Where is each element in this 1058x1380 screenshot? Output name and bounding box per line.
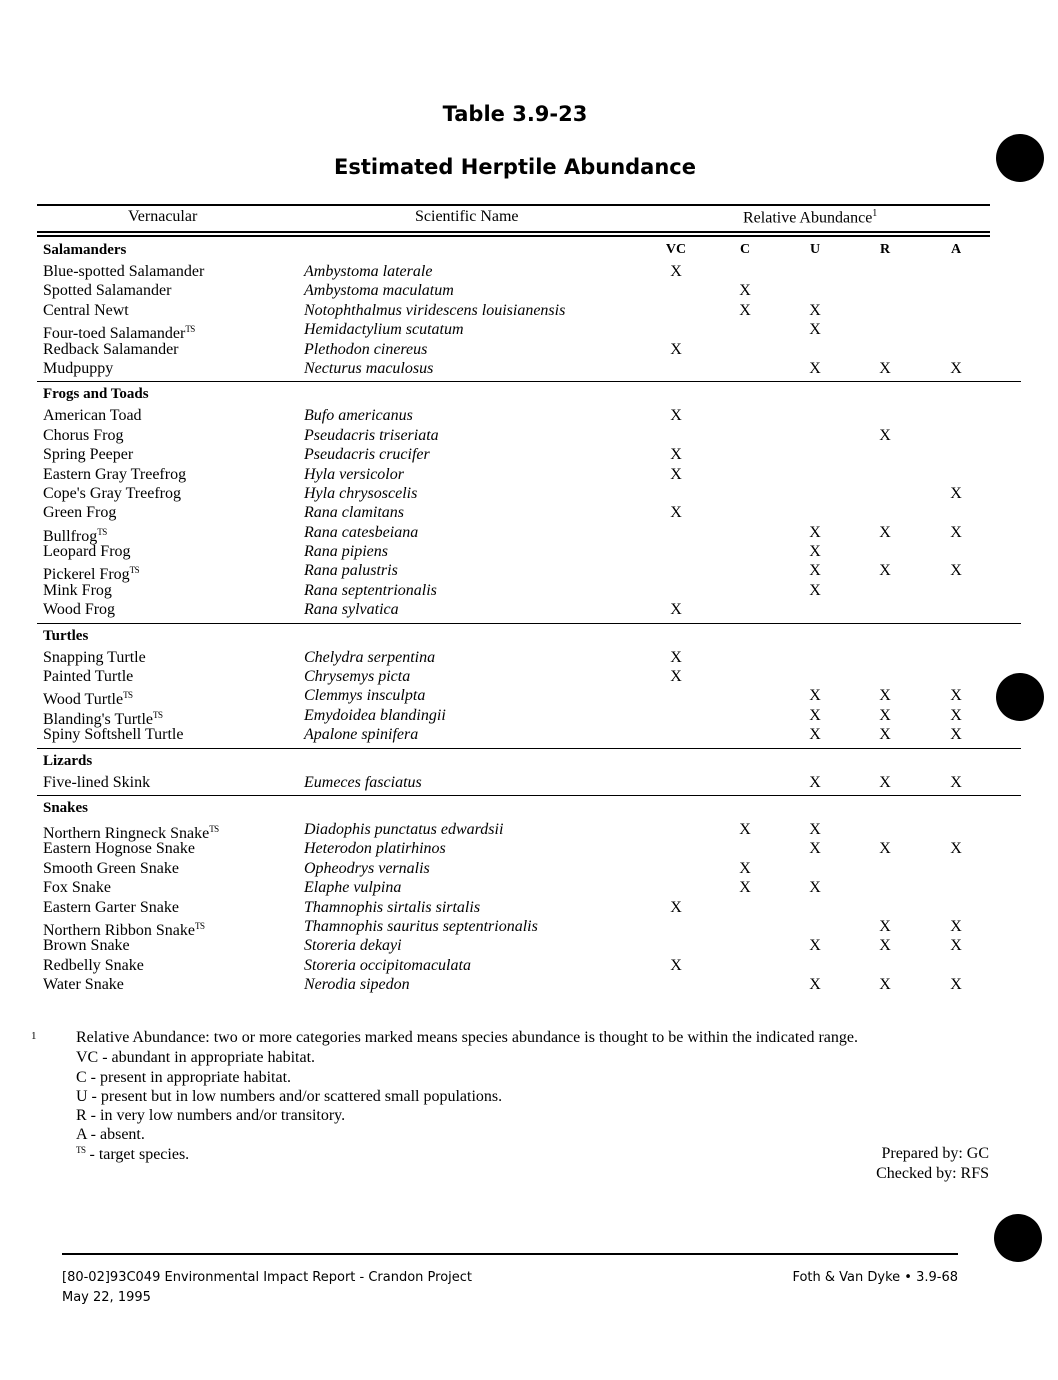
group-header [0, 796, 1058, 820]
vernacular-name [43, 426, 123, 445]
common-name-text: Northern Ringneck Snake [43, 824, 210, 842]
vernacular-name [43, 445, 133, 464]
common-name-text: Northern Ribbon Snake [43, 921, 195, 939]
abundance-mark: X [809, 321, 821, 339]
abundance-mark: X [879, 840, 891, 858]
table-row [0, 301, 1058, 320]
scientific-name: Ambystoma maculatum [304, 282, 454, 300]
common-name-text: Bullfrog [43, 527, 98, 545]
vernacular-name [43, 581, 112, 600]
footnote-line-1: VC - abundant in appropriate habitat. [76, 1049, 316, 1066]
abundance-mark: X [809, 706, 821, 724]
table-row [0, 426, 1058, 445]
group-header [0, 238, 1058, 262]
common-name-text: Redback Salamander [43, 340, 179, 358]
vernacular-name [43, 340, 179, 359]
scientific-name: Hemidactylium scutatum [304, 321, 464, 339]
common-name-text: Spiny Softshell Turtle [43, 726, 184, 744]
common-name-text: Cope's Gray Treefrog [43, 484, 181, 502]
scientific-name: Pseudacris triseriata [304, 426, 439, 444]
vernacular-name [43, 542, 131, 561]
abundance-mark: X [739, 301, 751, 319]
top-rule [37, 204, 990, 206]
abundance-mark: X [670, 340, 682, 358]
abundance-mark: X [879, 562, 891, 580]
abundance-mark: X [739, 820, 751, 838]
target-species-mark: TS [209, 823, 219, 834]
vernacular-name [43, 503, 116, 522]
abundance-mark: X [809, 581, 821, 599]
group-name: Salamanders [43, 242, 127, 258]
common-name-text: Redbelly Snake [43, 956, 144, 974]
abundance-mark: X [879, 773, 891, 791]
scientific-name: Nerodia sipedon [304, 976, 410, 994]
abundance-mark: X [809, 773, 821, 791]
scientific-name: Emydoidea blandingii [304, 706, 446, 724]
target-species-mark: TS [97, 526, 107, 537]
table-row [0, 839, 1058, 858]
footnote-line-5: A - absent. [76, 1126, 145, 1143]
abundance-mark: X [879, 706, 891, 724]
table-row [0, 359, 1058, 378]
abundance-code-header: U [809, 242, 821, 257]
vernacular-name [43, 975, 124, 994]
abundance-mark: X [950, 484, 962, 502]
footnote-line-2: C - present in appropriate habitat. [76, 1069, 292, 1086]
abundance-mark: X [950, 726, 962, 744]
table-row [0, 320, 1058, 343]
scientific-name: Heterodon platirhinos [304, 840, 446, 858]
group-header [0, 749, 1058, 773]
table-row [0, 917, 1058, 939]
abundance-mark: X [879, 726, 891, 744]
table-row [0, 523, 1058, 545]
common-name-text: Mink Frog [43, 581, 112, 599]
table-row [0, 581, 1058, 600]
table-row [0, 445, 1058, 464]
table-row [0, 648, 1058, 667]
abundance-mark: X [879, 523, 891, 541]
table-row [0, 561, 1058, 584]
header-rule-2 [37, 235, 990, 237]
scientific-name: Necturus maculosus [304, 359, 434, 377]
table-row [0, 773, 1058, 792]
scientific-name: Eumeces fasciatus [304, 773, 422, 791]
group-name: Snakes [43, 799, 89, 816]
abundance-mark: X [670, 668, 682, 686]
abundance-mark: X [739, 282, 751, 300]
table-row [0, 956, 1058, 975]
vernacular-name [43, 301, 129, 320]
abundance-mark: X [950, 976, 962, 994]
vernacular-name [43, 648, 146, 667]
scientific-name: Chelydra serpentina [304, 648, 436, 666]
footer-rule [62, 1253, 958, 1255]
abundance-mark: X [809, 301, 821, 319]
table-row [0, 820, 1058, 842]
vernacular-name [43, 773, 150, 792]
footer-left-line1: [80-02]93C049 Environmental Impact Report - Crandon Project [62, 1270, 473, 1285]
vernacular-name [43, 262, 204, 281]
scientific-name: Storeria dekayi [304, 937, 402, 955]
footnote-line-3: U - present but in low numbers and/or scattered small populations. [76, 1088, 503, 1105]
group-name: Frogs and Toads [43, 386, 149, 403]
abundance-mark: X [950, 562, 962, 580]
abundance-mark: X [809, 543, 821, 561]
common-name-text: Painted Turtle [43, 668, 134, 686]
common-name-text: Smooth Green Snake [43, 859, 179, 877]
abundance-mark: X [809, 937, 821, 955]
abundance-mark: X [670, 407, 682, 425]
abundance-code-header: R [879, 242, 891, 257]
scientific-name: Rana clamitans [304, 504, 404, 522]
group-header [0, 382, 1058, 406]
vernacular-name [43, 406, 142, 425]
vernacular-name [43, 484, 181, 503]
abundance-mark: X [879, 976, 891, 994]
vernacular-name [43, 600, 115, 619]
common-name-text: Mudpuppy [43, 359, 114, 377]
abundance-mark: X [809, 976, 821, 994]
table-row [0, 600, 1058, 619]
scientific-name: Chrysemys picta [304, 668, 411, 686]
abundance-mark: X [670, 446, 682, 464]
common-name-text: Eastern Hognose Snake [43, 840, 195, 858]
abundance-mark: X [950, 706, 962, 724]
abundance-mark: X [950, 773, 962, 791]
scientific-name: Plethodon cinereus [304, 340, 428, 358]
abundance-mark: X [879, 359, 891, 377]
common-name-text: Spring Peeper [43, 446, 134, 464]
abundance-mark: X [670, 648, 682, 666]
abundance-mark: X [809, 840, 821, 858]
common-name-text: Spotted Salamander [43, 282, 172, 300]
abundance-mark: X [879, 917, 891, 935]
common-name-text: Wood Frog [43, 601, 116, 619]
abundance-mark: X [670, 504, 682, 522]
footnote-line-4: R - in very low numbers and/or transitory. [76, 1107, 346, 1124]
common-name-text: Chorus Frog [43, 426, 124, 444]
table-number: Table 3.9-23 [442, 102, 588, 126]
table-row [0, 898, 1058, 917]
target-species-mark: TS [194, 920, 205, 931]
footer-page-id: Foth & Van Dyke • 3.9-68 [792, 1270, 958, 1285]
table-row [0, 340, 1058, 359]
vernacular-name [43, 936, 130, 955]
common-name-text: Fox Snake [43, 879, 111, 897]
table-row [0, 936, 1058, 955]
abundance-mark: X [739, 859, 751, 877]
abundance-mark: X [670, 465, 682, 483]
footer-date: May 22, 1995 [62, 1290, 151, 1305]
common-name-text: Eastern Gray Treefrog [43, 465, 187, 483]
scientific-name: Ambystoma laterale [304, 263, 433, 280]
binder-hole-bottom [994, 1214, 1042, 1262]
scientific-name: Pseudacris crucifer [304, 446, 430, 464]
abundance-mark: X [809, 726, 821, 744]
scientific-name: Storeria occipitomaculata [304, 956, 471, 974]
common-name-text: American Toad [43, 407, 142, 425]
table-row [0, 262, 1058, 281]
vernacular-name [43, 839, 195, 858]
table-row [0, 406, 1058, 425]
footnote-line-ts: $^{TS}$ - target species. [76, 1145, 190, 1163]
abundance-code-header: VC [665, 242, 687, 257]
common-name-text: Five-lined Skink [43, 773, 151, 791]
footnote-line-0: Relative Abundance: two or more categories marked means species abundance is thought to be within the indicated range. [76, 1029, 858, 1046]
header-scientific: Scientific Name [415, 208, 519, 225]
abundance-code-header: C [739, 242, 751, 257]
table-row [0, 503, 1058, 522]
common-name-text: Central Newt [43, 301, 129, 319]
table-row [0, 975, 1058, 994]
group-name: Lizards [43, 752, 93, 769]
footnote-marker: 1 [31, 1030, 37, 1042]
abundance-mark: X [809, 687, 821, 705]
abundance-mark: X [809, 820, 821, 838]
group-name: Turtles [43, 627, 89, 644]
vernacular-name [43, 725, 183, 744]
header-relative-abundance: Relative Abundance$^1$ [743, 208, 878, 227]
scientific-name: Elaphe vulpina [304, 879, 402, 897]
abundance-mark: X [670, 601, 682, 619]
abundance-code-header: A [950, 242, 962, 257]
abundance-mark: X [879, 687, 891, 705]
table-row [0, 465, 1058, 484]
table-row [0, 542, 1058, 561]
target-species-mark: TS [129, 565, 140, 576]
abundance-mark: X [879, 426, 891, 444]
abundance-mark: X [670, 263, 682, 280]
table-title: Estimated Herptile Abundance [334, 155, 696, 179]
common-name-text: Brown Snake [43, 937, 130, 955]
common-name-text: Pickerel Frog [43, 566, 130, 584]
abundance-mark: X [950, 359, 962, 377]
scientific-name: Clemmys insculpta [304, 687, 426, 705]
table-row [0, 878, 1058, 897]
table-row [0, 667, 1058, 686]
common-name-text: Green Frog [43, 504, 117, 522]
scientific-name: Bufo americanus [304, 407, 413, 425]
abundance-mark: X [950, 840, 962, 858]
scientific-name: Notophthalmus viridescens louisianensis [304, 301, 566, 319]
scientific-name: Apalone spinifera [304, 726, 419, 744]
common-name-text: Blue-spotted Salamander [43, 263, 205, 280]
table-row [0, 281, 1058, 300]
abundance-mark: X [950, 523, 962, 541]
scientific-name: Rana pipiens [304, 543, 388, 561]
vernacular-name [43, 281, 171, 300]
common-name-text: Snapping Turtle [43, 648, 146, 666]
abundance-mark: X [950, 917, 962, 935]
scientific-name: Rana septentrionalis [304, 581, 437, 599]
scientific-name: Thamnophis sirtalis sirtalis [304, 898, 481, 916]
abundance-mark: X [879, 937, 891, 955]
header-rule-1 [37, 231, 990, 233]
prepared-by: Prepared by: GC [881, 1145, 989, 1162]
abundance-mark: X [809, 359, 821, 377]
common-name-text: Leopard Frog [43, 543, 131, 561]
common-name-text: Eastern Garter Snake [43, 898, 179, 916]
common-name-text: Four-toed Salamander [43, 325, 186, 343]
scientific-name: Opheodrys vernalis [304, 859, 430, 877]
abundance-mark: X [809, 523, 821, 541]
scientific-name: Thamnophis sauritus septentrionalis [304, 917, 538, 935]
abundance-mark: X [950, 937, 962, 955]
target-species-mark: TS [185, 324, 195, 335]
table-row [0, 686, 1058, 709]
checked-by: Checked by: RFS [876, 1165, 989, 1182]
vernacular-name [43, 898, 179, 917]
scientific-name: Diadophis punctatus edwardsii [304, 820, 504, 838]
table-row [0, 725, 1058, 744]
abundance-mark: X [809, 562, 821, 580]
target-species-mark: TS [153, 709, 163, 720]
vernacular-name [43, 667, 133, 686]
table-row [0, 484, 1058, 503]
vernacular-name [43, 859, 179, 878]
group-header [0, 624, 1058, 648]
abundance-mark: X [739, 879, 751, 897]
vernacular-name [43, 359, 113, 378]
common-name-text: Blanding's Turtle [43, 710, 154, 728]
vernacular-name [43, 465, 186, 484]
abundance-mark: X [670, 956, 682, 974]
abundance-mark: X [670, 898, 682, 916]
scientific-name: Rana sylvatica [304, 601, 399, 619]
scientific-name: Hyla chrysoscelis [304, 484, 418, 502]
scientific-name: Hyla versicolor [304, 465, 404, 483]
vernacular-name [43, 956, 144, 975]
target-species-mark: TS [123, 690, 133, 701]
table-row [0, 706, 1058, 728]
scientific-name: Rana catesbeiana [304, 523, 419, 541]
header-vernacular: Vernacular [128, 208, 198, 225]
abundance-mark: X [950, 687, 962, 705]
scientific-name: Rana palustris [304, 562, 398, 580]
common-name-text: Water Snake [43, 976, 124, 994]
abundance-mark: X [809, 879, 821, 897]
table-row [0, 859, 1058, 878]
common-name-text: Wood Turtle [43, 691, 124, 709]
herptile-table [0, 238, 1058, 995]
vernacular-name [43, 878, 111, 897]
